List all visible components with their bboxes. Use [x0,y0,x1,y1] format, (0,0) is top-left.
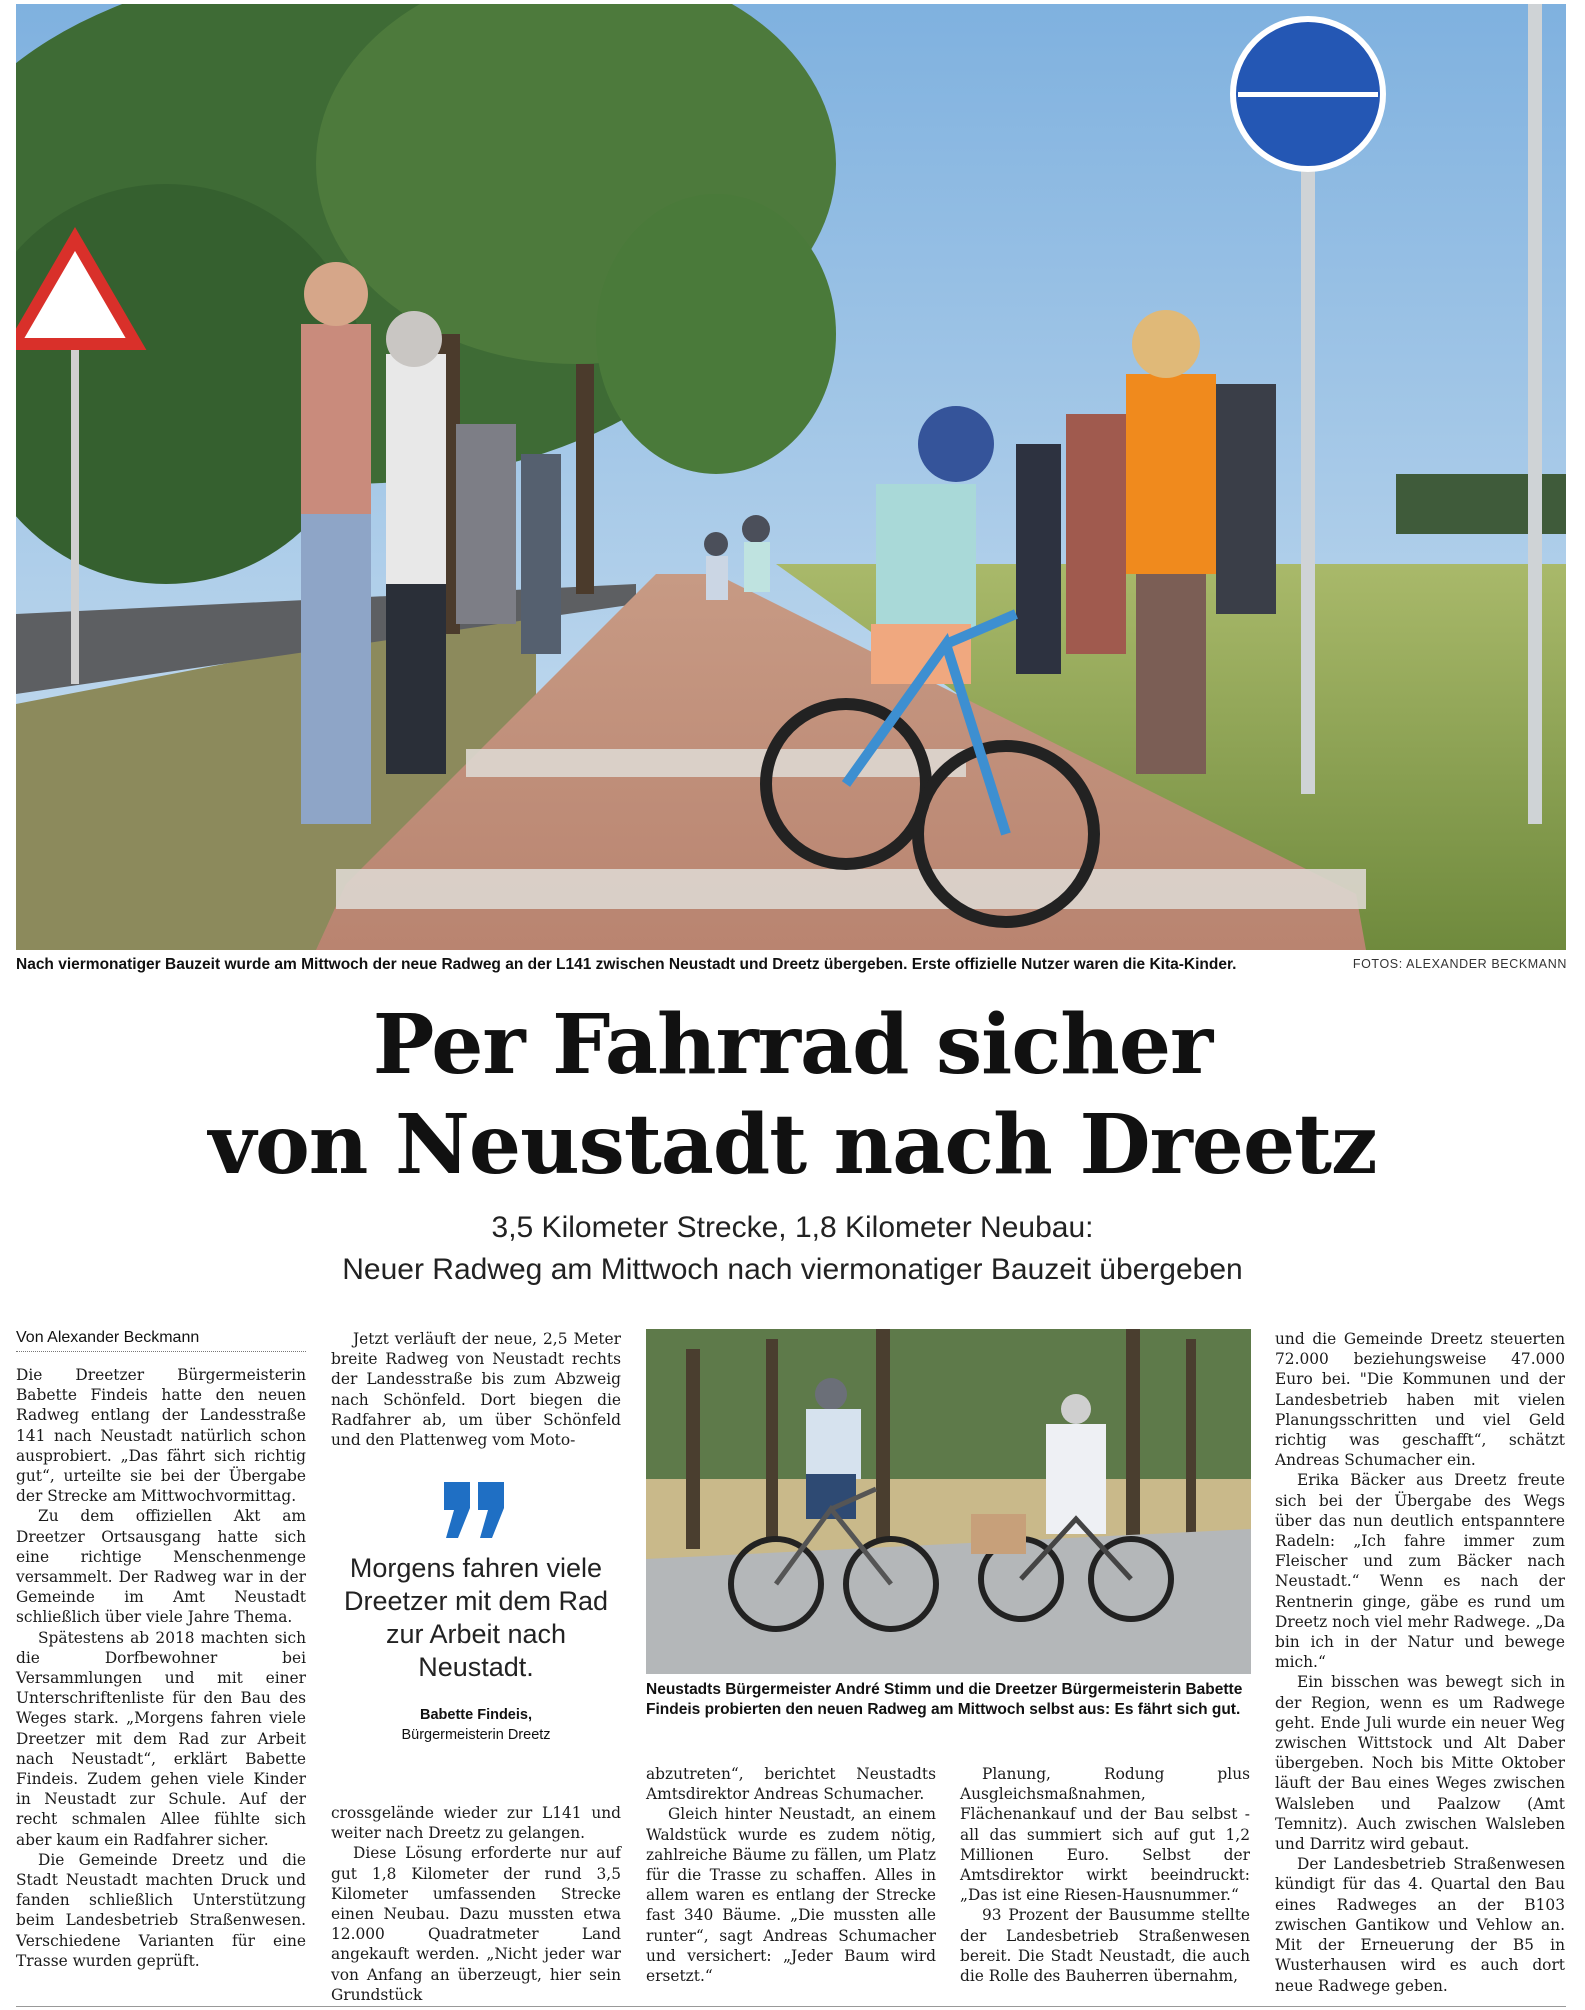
paragraph: Der Landesbetrieb Straßenwesen kündigt für das 4. Quartal den Bau eines Radweges an der B103 zwischen Gantikow und Vehlow an. Mit der Erneuerung der B5 in Wusterhausen wird es auch dort neue Radwege geben. [1275,1855,1565,1995]
article-column-2-top [331,1329,621,1450]
article-column-4 [960,1764,1250,1986]
cyclists-photo-illustration [646,1329,1251,1674]
pull-quote-role: Bürgermeisterin Dreetz [401,1727,551,1743]
article-column-1 [16,1365,306,1971]
byline: Von Alexander Beckmann [16,1329,306,1352]
paragraph: 93 Prozent der Bausumme stellte der Landesbetrieb Straßenwesen bereit. Die Stadt Neustadt, die auch die Rolle des Bauherren übernahm, [960,1906,1250,1986]
subheadline [0,1207,1585,1291]
subheadline-line-1: 3,5 Kilometer Strecke, 1,8 Kilometer Neubau: [491,1211,1094,1244]
photo-credit: FOTOS: ALEXANDER BECKMANN [1352,957,1567,971]
paragraph: Ein bisschen was bewegt sich in der Region, wenn es um Radwege geht. Ende Juli wurde ein neuer Weg zwischen Wittstock und Alt Daber übergeben. Noch bis Mitte Oktober läuft der Bau eines Weges zwischen Walsleben und Paalzow (Amt Temnitz). Auch zwischen Walsleben und Darritz wird gebaut. [1275,1673,1565,1854]
pull-quote-attribution [331,1705,621,1745]
cyclists-photo [646,1329,1251,1674]
headline-line-2: von Neustadt nach Dreetz [208,1097,1377,1193]
paragraph: und die Gemeinde Dreetz steuerten 72.000 beziehungsweise 47.000 Euro bei. "Die Kommunen und der Landesbetrieb haben mit vielen Planungsschritten und viel Geld richtig was geschafft“, schätzt Andreas Schumacher ein. [1275,1330,1565,1470]
paragraph: Diese Lösung erforderte nur auf gut 1,8 Kilometer der rund 3,5 Kilometer umfassenden Strecke einen Neubau. Dazu mussten etwa 12.000 Quadratmeter Land angekauft werden. „Nicht jeder war von Anfang an überzeugt, hier sein Grundstück [331,1844,621,2004]
paragraph: Die Gemeinde Dreetz und die Stadt Neustadt machten Druck und fanden schließlich Unterstützung beim Landesbetrieb Straßenwesen. Verschiedene Varianten für eine Trasse wurden geprüft. [16,1850,306,1970]
paragraph: Gleich hinter Neustadt, an einem Waldstück wurde es zudem nötig, zahlreiche Bäume zu fällen, um Platz für die Trasse zu schaffen. Alles in allem waren es entlang der Strecke fast 340 Bäume. „Die mussten alle runter“, sagt Andreas Schumacher und versichert: „Jeder Baum wird ersetzt.“ [646,1805,936,1986]
headline [0,995,1585,1195]
paragraph: Spätestens ab 2018 machten sich die Dorfbewohner bei Versammlungen und mit einer Unterschriftenliste für den Bau des Weges stark. „Morgens fahren viele Dreetzer mit dem Rad zur Arbeit nach Neustadt“, erklärt Babette Findeis. Zudem gehen viele Kinder in Neustadt zur Schule. Auf der recht schmalen Allee fühlte sich aber kaum ein Radfahrer sicher. [16,1628,306,1849]
quote-mark-icon [440,1482,510,1542]
paragraph: Zu dem offiziellen Akt am Dreetzer Ortsausgang hatte sich eine richtige Menschenmenge versammelt. Der Radweg war in der Gemeinde im Amt Neustadt schließlich über viele Jahre Thema. [16,1507,306,1627]
article-column-2-bottom [331,1803,621,2005]
paragraph: Planung, Rodung plus Ausgleichsmaßnahmen, Flächenankauf und der Bau selbst - all das summiert sich auf gut 1,2 Millionen Euro. Selbst der Amtsdirektor wirkt beeindruckt: „Das ist eine Riesen-Hausnummer.“ [960,1765,1250,1905]
pull-quote-text: Morgens fahren viele Dreetzer mit dem Rad zur Arbeit nach Neustadt. [343,1553,609,1682]
hero-photo [16,4,1566,950]
paragraph: crossgelände wieder zur L141 und weiter nach Dreetz zu gelangen. [331,1804,621,1843]
article-column-3 [646,1764,936,1986]
paragraph: Jetzt verläuft der neue, 2,5 Meter breite Radweg von Neustadt rechts der Landesstraße bis zum Abzweig nach Schönfeld. Dort biegen die Radfahrer ab, um über Schönfeld und den Plattenweg vom Moto- [331,1330,621,1450]
hero-photo-illustration [16,4,1566,950]
headline-line-1: Per Fahrrad sicher [372,997,1213,1093]
paragraph: Die Dreetzer Bürgermeisterin Babette Findeis hatte den neuen Radweg entlang der Landesstraße 141 nach Neustadt natürlich schon ausprobiert. „Das fährt sich richtig gut“, urteilte sie bei der Übergabe der Strecke am Mittwochvormittag. [16,1366,306,1506]
cyclists-photo-caption: Neustadts Bürgermeister André Stimm und die Dreetzer Bürgermeisterin Babette Findeis probierten den neuen Radweg am Mittwoch selbst aus: Es fährt sich gut. [646,1681,1243,1718]
page-bottom-rule [16,2006,1566,2007]
article-column-5 [1275,1329,1565,1996]
pull-quote-author: Babette Findeis, [420,1707,532,1723]
paragraph: Erika Bäcker aus Dreetz freute sich bei der Übergabe des Wegs über das nun deutlich entspanntere Radeln: „Ich fahre immer zum Fleischer und zum Bäcker nach Neustadt.“ Wenn es nach der Rentnerin ginge, gäbe es rund um Dreetz noch viel mehr Radwege. „Da bin ich in der Natur und bewege mich.“ [1275,1471,1565,1672]
paragraph: abzutreten“, berichtet Neustadts Amtsdirektor Andreas Schumacher. [646,1765,936,1804]
hero-photo-caption: Nach viermonatiger Bauzeit wurde am Mittwoch der neue Radweg an der L141 zwischen Neustadt und Dreetz übergeben. Erste offizielle Nutzer waren die Kita-Kinder. [16,956,1237,973]
subheadline-line-2: Neuer Radweg am Mittwoch nach viermonatiger Bauzeit übergeben [342,1253,1243,1286]
